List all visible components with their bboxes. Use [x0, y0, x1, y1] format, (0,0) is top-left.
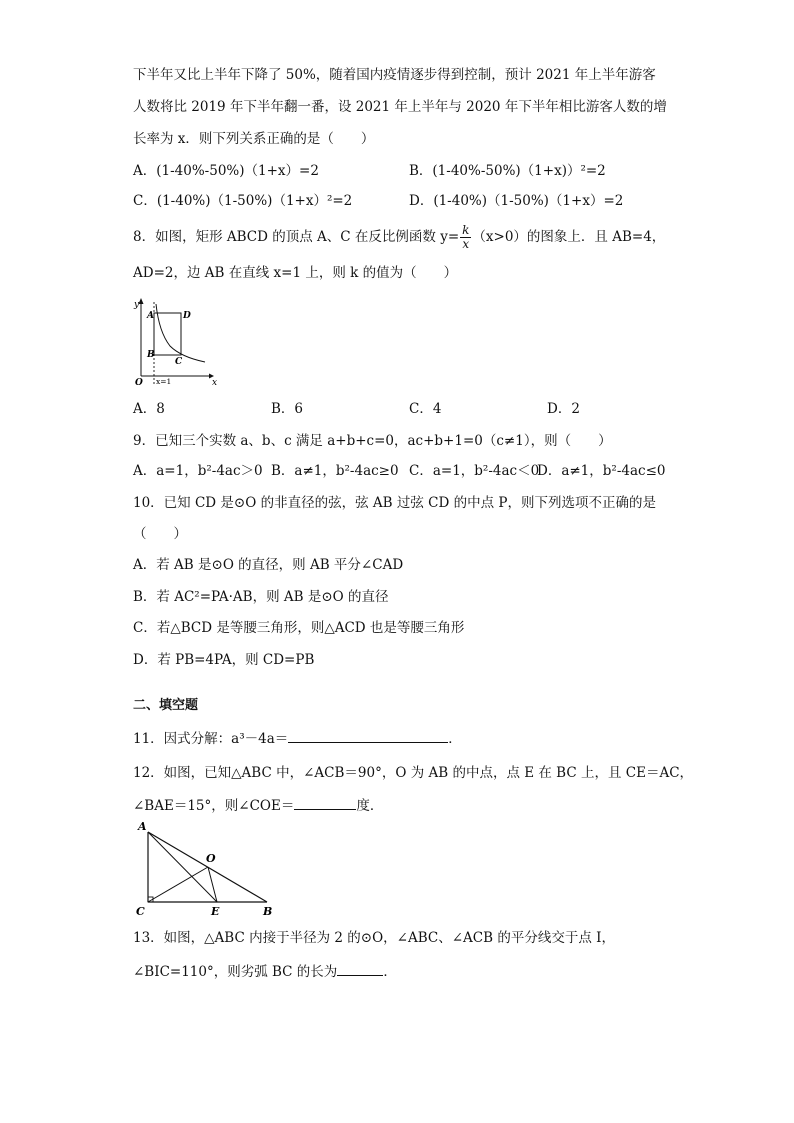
y-axis-arrow	[139, 298, 144, 304]
q11-text: 11．因式分解：a³－4a＝	[133, 731, 289, 747]
q7-option-c[interactable]: C．(1-40%)（1-50%)（1+x）²=2	[133, 193, 353, 209]
q12-triangle-figure	[130, 818, 280, 918]
q10-option-d[interactable]: D．若 PB=4PA，则 CD=PB	[133, 652, 315, 668]
q7-text-line-2: 人数将比 2019 年下半年翻一番，设 2021 年上半年与 2020 年下半年相比游客人数的增	[133, 99, 667, 115]
k-over-x-fraction	[460, 224, 471, 251]
label-b: B	[263, 905, 273, 918]
q7-option-a[interactable]: A．(1-40%-50%)（1+x）=2	[133, 163, 319, 179]
label-c: C	[136, 905, 145, 918]
label-e: E	[211, 905, 220, 918]
q12-text-before-blank: ∠BAE＝15°，则∠COE＝	[133, 798, 295, 814]
q7-text-line-3: 长率为 x．则下列关系正确的是（ ）	[133, 131, 375, 147]
q9-option-b[interactable]: B．a≠1，b²-4ac≥0	[271, 463, 399, 479]
q10-text-line-1: 10．已知 CD 是⊙O 的非直径的弦，弦 AB 过弦 CD 的中点 P，则下列选项不正确的是	[133, 495, 656, 511]
q7-text-line-1: 下半年又比上半年下降了 50%，随着国内疫情逐步得到控制，预计 2021 年上半年游客	[133, 67, 656, 83]
q9-option-a[interactable]: A．a=1，b²-4ac＞0	[133, 463, 263, 479]
q11-end: ．	[448, 731, 462, 747]
q9-option-d[interactable]: D．a≠1，b²-4ac≤0	[537, 463, 666, 479]
section-2-title: 二、填空题	[133, 698, 199, 713]
q13-text-before-blank: ∠BIC=110°，则劣弧 BC 的长为	[133, 964, 338, 980]
label-d: D	[183, 311, 191, 321]
label-a: A	[147, 311, 154, 321]
q12-text-after-blank: 度．	[356, 798, 384, 814]
q9-text-line-1: 9．已知三个实数 a、b、c 满足 a+b+c=0，ac+b+1=0（c≠1），则（ ）	[133, 433, 612, 449]
q8-text-line-1	[133, 224, 665, 251]
q10-option-a[interactable]: A．若 AB 是⊙O 的直径，则 AB 平分∠CAD	[133, 557, 404, 573]
q13-text-line-2	[133, 962, 397, 981]
fraction-denominator: x	[462, 237, 470, 251]
q8-option-c[interactable]: C．4	[409, 401, 442, 417]
q13-text-after-blank: ．	[383, 964, 397, 980]
label-x-equals-1: x=1	[156, 377, 172, 386]
fraction-numerator: k	[462, 223, 470, 237]
segment-co	[148, 867, 208, 902]
q11-line	[133, 729, 462, 748]
q8-option-a[interactable]: A．8	[133, 401, 165, 417]
q11-answer-blank[interactable]	[288, 729, 448, 743]
q8-option-b[interactable]: B．6	[271, 401, 304, 417]
q12-answer-blank[interactable]	[294, 796, 356, 810]
q12-text-line-2	[133, 796, 383, 815]
q10-option-c[interactable]: C．若△BCD 是等腰三角形，则△ACD 也是等腰三角形	[133, 620, 465, 636]
label-b: B	[147, 350, 155, 360]
label-y: y	[134, 300, 140, 310]
q7-option-d[interactable]: D．(1-40%)（1-50%)（1+x）=2	[409, 193, 624, 209]
q8-figure	[125, 294, 220, 386]
q12-text-line-1: 12．如图，已知△ABC 中，∠ACB＝90°，O 为 AB 的中点，点 E 在 BC 上，且 CE＝AC，	[133, 765, 694, 781]
label-c: C	[175, 357, 183, 367]
q10-option-b[interactable]: B．若 AC²=PA·AB，则 AB 是⊙O 的直径	[133, 589, 389, 605]
label-x: x	[212, 378, 218, 386]
label-o: O	[206, 852, 216, 865]
label-a: A	[138, 820, 147, 833]
q13-text-line-1: 13．如图，△ABC 内接于半径为 2 的⊙O，∠ABC、∠ACB 的平分线交于点 I，	[133, 930, 615, 946]
q7-option-b[interactable]: B．(1-40%-50%)（1+x)）²=2	[409, 163, 606, 179]
q8-text-line-2: AD=2，边 AB 在直线 x=1 上，则 k 的值为（ ）	[133, 265, 458, 281]
q10-text-line-2: （ ）	[133, 526, 187, 542]
q8-option-d[interactable]: D．2	[547, 401, 580, 417]
q13-answer-blank[interactable]	[337, 962, 383, 976]
q8-text-before-fraction: 8．如图，矩形 ABCD 的顶点 A、C 在反比例函数 y=	[133, 229, 460, 245]
q9-option-c[interactable]: C．a=1，b²-4ac＜0	[409, 463, 540, 479]
label-o: O	[135, 378, 143, 386]
q8-text-after-fraction: （x>0）的图象上．且 AB=4，	[472, 229, 666, 245]
